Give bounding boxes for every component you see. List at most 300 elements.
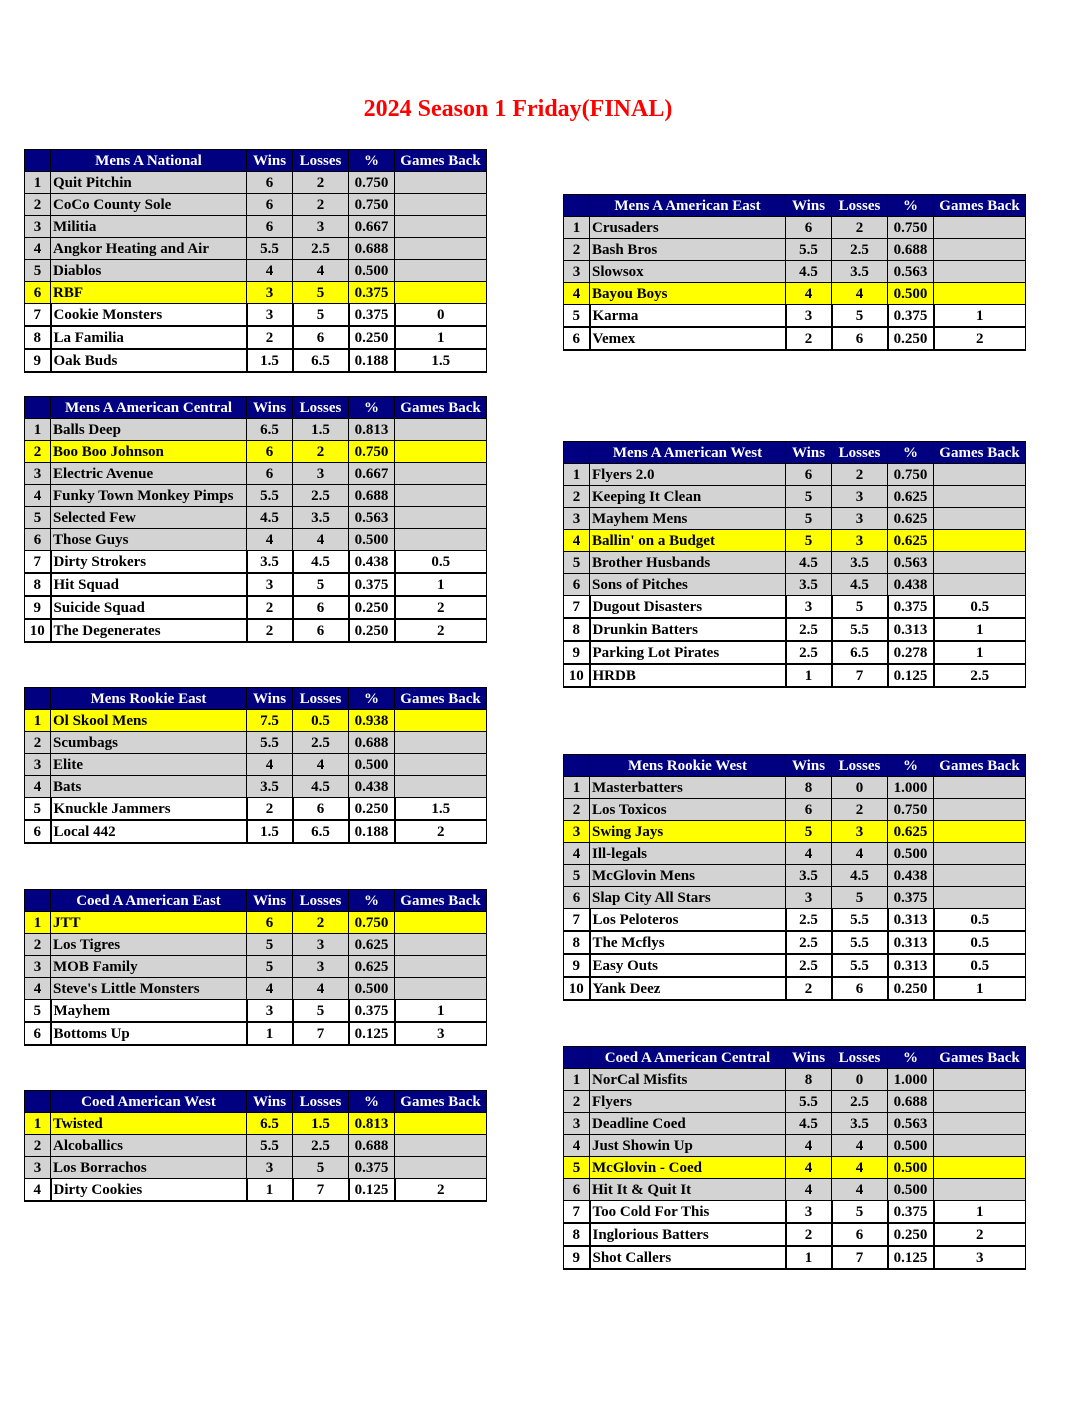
rank-cell: 3: [25, 956, 51, 978]
pct-header: %: [888, 195, 934, 217]
pct-cell: 0.813: [349, 1113, 395, 1135]
team-name: Deadline Coed: [590, 1113, 786, 1135]
pct-cell: 0.250: [888, 327, 934, 350]
team-name: Dirty Cookies: [51, 1179, 247, 1202]
division-name: Mens A American West: [590, 442, 786, 464]
table-row: [25, 754, 487, 776]
rank-cell: 10: [564, 664, 590, 687]
table-row: [25, 260, 487, 282]
table-row: [25, 441, 487, 463]
losses-cell: 1.5: [293, 1113, 349, 1135]
losses-cell: 2.5: [293, 238, 349, 260]
losses-header: Losses: [293, 890, 349, 912]
rank-cell: 1: [564, 217, 590, 239]
wins-cell: 6: [786, 217, 832, 239]
pct-cell: 0.375: [349, 1157, 395, 1179]
games-back-cell: [934, 1157, 1026, 1179]
games-back-cell: 2: [395, 1179, 487, 1202]
losses-cell: 2: [293, 912, 349, 934]
losses-header: Losses: [832, 1047, 888, 1069]
losses-cell: 2: [832, 464, 888, 486]
games-back-cell: [395, 710, 487, 732]
standings-table: [24, 396, 487, 643]
losses-cell: 0: [832, 1069, 888, 1091]
rank-cell: 4: [564, 1135, 590, 1157]
losses-cell: 4: [293, 754, 349, 776]
wins-cell: 4.5: [786, 261, 832, 283]
table-row: [25, 1113, 487, 1135]
pct-cell: 0.313: [888, 909, 934, 932]
rank-cell: 1: [25, 912, 51, 934]
games-back-cell: 2: [395, 596, 487, 619]
pct-header: %: [888, 1047, 934, 1069]
wins-header: Wins: [786, 755, 832, 777]
table-row: [25, 934, 487, 956]
team-name: Quit Pitchin: [51, 172, 247, 194]
pct-cell: 1.000: [888, 777, 934, 799]
wins-cell: 3: [247, 282, 293, 304]
pct-cell: 0.188: [349, 820, 395, 843]
division-name: Coed A American Central: [590, 1047, 786, 1069]
table-row: [564, 1069, 1026, 1091]
rank-cell: 10: [25, 619, 51, 642]
wins-cell: 3: [786, 596, 832, 619]
games-back-cell: 3: [934, 1246, 1026, 1269]
wins-cell: 4.5: [786, 552, 832, 574]
losses-header: Losses: [832, 195, 888, 217]
wins-cell: 3.5: [247, 776, 293, 798]
games-back-cell: [934, 283, 1026, 305]
table-header: [564, 1047, 1026, 1069]
rank-cell: 2: [25, 441, 51, 463]
table-row: [564, 508, 1026, 530]
losses-cell: 2: [832, 217, 888, 239]
wins-cell: 3.5: [786, 574, 832, 596]
games-back-cell: [934, 1091, 1026, 1113]
pct-cell: 0.750: [349, 441, 395, 463]
games-back-cell: [395, 216, 487, 238]
table-row: [25, 1179, 487, 1202]
wins-cell: 6.5: [247, 419, 293, 441]
rank-cell: 1: [25, 419, 51, 441]
games-back-cell: [395, 956, 487, 978]
header-rank-cell: [25, 150, 51, 172]
table-row: [564, 530, 1026, 552]
losses-cell: 5: [293, 1000, 349, 1023]
rank-cell: 7: [25, 551, 51, 574]
pct-cell: 0.500: [349, 529, 395, 551]
wins-cell: 2.5: [786, 641, 832, 664]
pct-cell: 0.688: [349, 1135, 395, 1157]
games-back-cell: 2: [934, 1223, 1026, 1246]
rank-cell: 4: [25, 485, 51, 507]
losses-cell: 4: [832, 1135, 888, 1157]
wins-header: Wins: [247, 150, 293, 172]
table-row: [25, 172, 487, 194]
team-name: Swing Jays: [590, 821, 786, 843]
pct-cell: 0.625: [888, 486, 934, 508]
pct-cell: 0.500: [349, 754, 395, 776]
losses-cell: 4: [832, 1157, 888, 1179]
wins-cell: 1: [247, 1179, 293, 1202]
pct-cell: 0.625: [349, 956, 395, 978]
wins-cell: 7.5: [247, 710, 293, 732]
pct-cell: 0.688: [349, 732, 395, 754]
losses-cell: 4.5: [293, 551, 349, 574]
rank-cell: 3: [25, 463, 51, 485]
wins-cell: 4: [247, 754, 293, 776]
team-name: McGlovin Mens: [590, 865, 786, 887]
wins-cell: 2.5: [786, 618, 832, 641]
wins-cell: 3: [247, 573, 293, 596]
rank-cell: 7: [25, 304, 51, 327]
games-back-cell: 1: [934, 977, 1026, 1000]
table-row: [564, 261, 1026, 283]
wins-cell: 8: [786, 1069, 832, 1091]
standings-table: [563, 194, 1026, 351]
table-row: [25, 238, 487, 260]
wins-cell: 4.5: [786, 1113, 832, 1135]
wins-cell: 6: [786, 799, 832, 821]
table-row: [564, 641, 1026, 664]
games-back-cell: 1.5: [395, 798, 487, 821]
games-back-cell: [934, 574, 1026, 596]
wins-cell: 6: [247, 216, 293, 238]
games-back-cell: [934, 261, 1026, 283]
losses-header: Losses: [832, 755, 888, 777]
standings-table: [24, 889, 487, 1046]
wins-cell: 1.5: [247, 820, 293, 843]
pct-header: %: [888, 755, 934, 777]
wins-cell: 5.5: [247, 238, 293, 260]
table-row: [25, 1022, 487, 1045]
wins-cell: 2: [247, 619, 293, 642]
rank-cell: 6: [25, 529, 51, 551]
division-name: Coed A American East: [51, 890, 247, 912]
rank-cell: 6: [564, 327, 590, 350]
team-name: Those Guys: [51, 529, 247, 551]
wins-cell: 4: [247, 260, 293, 282]
page-title: 2024 Season 1 Friday(FINAL): [363, 96, 673, 122]
games-back-cell: [934, 1069, 1026, 1091]
table-row: [25, 529, 487, 551]
pct-cell: 0.500: [888, 1179, 934, 1201]
pct-cell: 0.625: [888, 508, 934, 530]
standings-table: [24, 1090, 487, 1202]
table-row: [25, 463, 487, 485]
rank-cell: 5: [25, 1000, 51, 1023]
team-name: Drunkin Batters: [590, 618, 786, 641]
header-rank-cell: [25, 397, 51, 419]
wins-header: Wins: [786, 1047, 832, 1069]
games-back-cell: [934, 887, 1026, 909]
header-rank-cell: [25, 1091, 51, 1113]
games-back-cell: [395, 507, 487, 529]
rank-cell: 6: [564, 887, 590, 909]
team-name: Just Showin Up: [590, 1135, 786, 1157]
team-name: Dirty Strokers: [51, 551, 247, 574]
table-row: [25, 282, 487, 304]
division-name: Mens A National: [51, 150, 247, 172]
pct-cell: 0.625: [888, 821, 934, 843]
games-back-cell: 2: [395, 820, 487, 843]
pct-cell: 0.750: [888, 217, 934, 239]
wins-cell: 6: [247, 441, 293, 463]
team-name: Brother Husbands: [590, 552, 786, 574]
losses-cell: 3: [293, 216, 349, 238]
team-name: CoCo County Sole: [51, 194, 247, 216]
games-back-cell: [934, 217, 1026, 239]
team-name: Ol Skool Mens: [51, 710, 247, 732]
wins-header: Wins: [786, 195, 832, 217]
losses-header: Losses: [293, 397, 349, 419]
team-name: Crusaders: [590, 217, 786, 239]
wins-header: Wins: [247, 688, 293, 710]
wins-cell: 5: [786, 508, 832, 530]
table-row: [564, 887, 1026, 909]
games-back-cell: [395, 238, 487, 260]
pct-cell: 0.375: [888, 305, 934, 328]
table-row: [564, 777, 1026, 799]
games-back-header: Games Back: [934, 755, 1026, 777]
wins-cell: 1.5: [247, 349, 293, 372]
rank-cell: 2: [564, 486, 590, 508]
standings-table: [563, 441, 1026, 688]
rank-cell: 2: [25, 732, 51, 754]
wins-cell: 2: [247, 326, 293, 349]
table-row: [564, 865, 1026, 887]
team-name: MOB Family: [51, 956, 247, 978]
games-back-cell: [395, 463, 487, 485]
rank-cell: 2: [25, 194, 51, 216]
games-back-header: Games Back: [395, 397, 487, 419]
wins-cell: 3: [786, 887, 832, 909]
wins-cell: 8: [786, 777, 832, 799]
rank-cell: 3: [25, 754, 51, 776]
losses-cell: 7: [832, 664, 888, 687]
team-name: Sons of Pitches: [590, 574, 786, 596]
header-rank-cell: [25, 890, 51, 912]
games-back-cell: [934, 464, 1026, 486]
games-back-cell: [934, 843, 1026, 865]
losses-cell: 6.5: [293, 820, 349, 843]
pct-cell: 0.278: [888, 641, 934, 664]
wins-cell: 5.5: [247, 1135, 293, 1157]
table-row: [564, 239, 1026, 261]
team-name: Bayou Boys: [590, 283, 786, 305]
table-row: [25, 304, 487, 327]
losses-cell: 0.5: [293, 710, 349, 732]
wins-cell: 3: [247, 1000, 293, 1023]
rank-cell: 5: [564, 552, 590, 574]
pct-cell: 0.375: [349, 1000, 395, 1023]
losses-cell: 5.5: [832, 909, 888, 932]
team-name: Los Toxicos: [590, 799, 786, 821]
losses-cell: 0: [832, 777, 888, 799]
games-back-header: Games Back: [395, 890, 487, 912]
rank-cell: 3: [564, 261, 590, 283]
team-name: Karma: [590, 305, 786, 328]
wins-header: Wins: [786, 442, 832, 464]
games-back-cell: [395, 978, 487, 1000]
table-row: [25, 216, 487, 238]
games-back-header: Games Back: [395, 688, 487, 710]
games-back-cell: [395, 934, 487, 956]
pct-cell: 0.500: [888, 843, 934, 865]
table-row: [564, 931, 1026, 954]
wins-cell: 3.5: [247, 551, 293, 574]
wins-cell: 5: [786, 821, 832, 843]
rank-cell: 2: [564, 239, 590, 261]
team-name: Los Tigres: [51, 934, 247, 956]
pct-cell: 0.250: [349, 798, 395, 821]
wins-cell: 6: [247, 172, 293, 194]
rank-cell: 3: [564, 1113, 590, 1135]
division-name: Coed American West: [51, 1091, 247, 1113]
wins-cell: 3: [247, 1157, 293, 1179]
wins-cell: 1: [247, 1022, 293, 1045]
table-row: [25, 1157, 487, 1179]
table-row: [25, 485, 487, 507]
team-name: Alcoballics: [51, 1135, 247, 1157]
games-back-cell: [395, 912, 487, 934]
rank-cell: 5: [564, 1157, 590, 1179]
rank-cell: 1: [564, 464, 590, 486]
games-back-header: Games Back: [934, 195, 1026, 217]
wins-cell: 6.5: [247, 1113, 293, 1135]
rank-cell: 1: [564, 1069, 590, 1091]
games-back-cell: [934, 508, 1026, 530]
team-name: Hit Squad: [51, 573, 247, 596]
losses-cell: 5: [832, 596, 888, 619]
games-back-cell: [395, 282, 487, 304]
team-name: Easy Outs: [590, 954, 786, 977]
wins-cell: 6: [247, 463, 293, 485]
pct-header: %: [349, 397, 395, 419]
table-row: [25, 349, 487, 372]
rank-cell: 8: [564, 618, 590, 641]
table-row: [25, 912, 487, 934]
wins-cell: 2: [247, 596, 293, 619]
rank-cell: 4: [25, 978, 51, 1000]
rank-cell: 1: [25, 1113, 51, 1135]
wins-cell: 5.5: [247, 732, 293, 754]
losses-cell: 5: [832, 1201, 888, 1224]
losses-cell: 1.5: [293, 419, 349, 441]
losses-cell: 4: [832, 843, 888, 865]
team-name: Twisted: [51, 1113, 247, 1135]
losses-cell: 6.5: [293, 349, 349, 372]
losses-cell: 6: [832, 327, 888, 350]
team-name: Electric Avenue: [51, 463, 247, 485]
losses-cell: 2.5: [293, 1135, 349, 1157]
table-row: [564, 1113, 1026, 1135]
games-back-cell: [395, 529, 487, 551]
pct-cell: 0.313: [888, 618, 934, 641]
rank-cell: 6: [25, 820, 51, 843]
team-name: Militia: [51, 216, 247, 238]
rank-cell: 4: [25, 776, 51, 798]
standings-table: [24, 149, 487, 373]
losses-cell: 2: [293, 194, 349, 216]
losses-cell: 4: [293, 529, 349, 551]
losses-cell: 3: [293, 463, 349, 485]
table-row: [25, 326, 487, 349]
wins-cell: 6: [247, 912, 293, 934]
table-header: [25, 688, 487, 710]
pct-cell: 0.688: [349, 238, 395, 260]
table-row: [564, 1201, 1026, 1224]
pct-cell: 0.563: [888, 261, 934, 283]
losses-cell: 6: [293, 596, 349, 619]
games-back-cell: [934, 777, 1026, 799]
wins-cell: 3: [786, 305, 832, 328]
table-row: [564, 664, 1026, 687]
losses-cell: 7: [293, 1179, 349, 1202]
wins-cell: 4: [247, 529, 293, 551]
table-row: [564, 574, 1026, 596]
losses-cell: 3: [832, 821, 888, 843]
losses-cell: 5: [293, 573, 349, 596]
games-back-cell: [395, 732, 487, 754]
wins-cell: 5.5: [786, 239, 832, 261]
team-name: Ill-legals: [590, 843, 786, 865]
rank-cell: 2: [564, 799, 590, 821]
losses-header: Losses: [832, 442, 888, 464]
pct-cell: 0.250: [888, 1223, 934, 1246]
losses-cell: 6: [293, 798, 349, 821]
team-name: Local 442: [51, 820, 247, 843]
wins-cell: 6: [786, 464, 832, 486]
pct-cell: 0.500: [888, 1157, 934, 1179]
rank-cell: 9: [564, 641, 590, 664]
games-back-cell: 0.5: [395, 551, 487, 574]
losses-cell: 4: [832, 283, 888, 305]
losses-cell: 4: [293, 260, 349, 282]
games-back-cell: [395, 1113, 487, 1135]
standings-table: [563, 754, 1026, 1001]
losses-cell: 6: [832, 977, 888, 1000]
table-row: [564, 305, 1026, 328]
wins-cell: 5: [247, 934, 293, 956]
pct-cell: 0.125: [349, 1179, 395, 1202]
team-name: Los Borrachos: [51, 1157, 247, 1179]
team-name: NorCal Misfits: [590, 1069, 786, 1091]
wins-cell: 5: [247, 956, 293, 978]
rank-cell: 5: [25, 798, 51, 821]
table-header: [564, 195, 1026, 217]
games-back-cell: [395, 754, 487, 776]
pct-cell: 0.250: [888, 977, 934, 1000]
losses-cell: 7: [832, 1246, 888, 1269]
table-row: [25, 573, 487, 596]
losses-cell: 5: [832, 305, 888, 328]
wins-cell: 2.5: [786, 931, 832, 954]
rank-cell: 5: [564, 865, 590, 887]
pct-cell: 0.125: [888, 1246, 934, 1269]
table-header: [25, 890, 487, 912]
wins-header: Wins: [247, 1091, 293, 1113]
pct-cell: 0.125: [888, 664, 934, 687]
team-name: Bottoms Up: [51, 1022, 247, 1045]
team-name: Bats: [51, 776, 247, 798]
rank-cell: 1: [25, 172, 51, 194]
table-row: [25, 419, 487, 441]
pct-cell: 0.375: [888, 1201, 934, 1224]
games-back-cell: [934, 1135, 1026, 1157]
table-row: [25, 1135, 487, 1157]
pct-cell: 0.750: [349, 172, 395, 194]
